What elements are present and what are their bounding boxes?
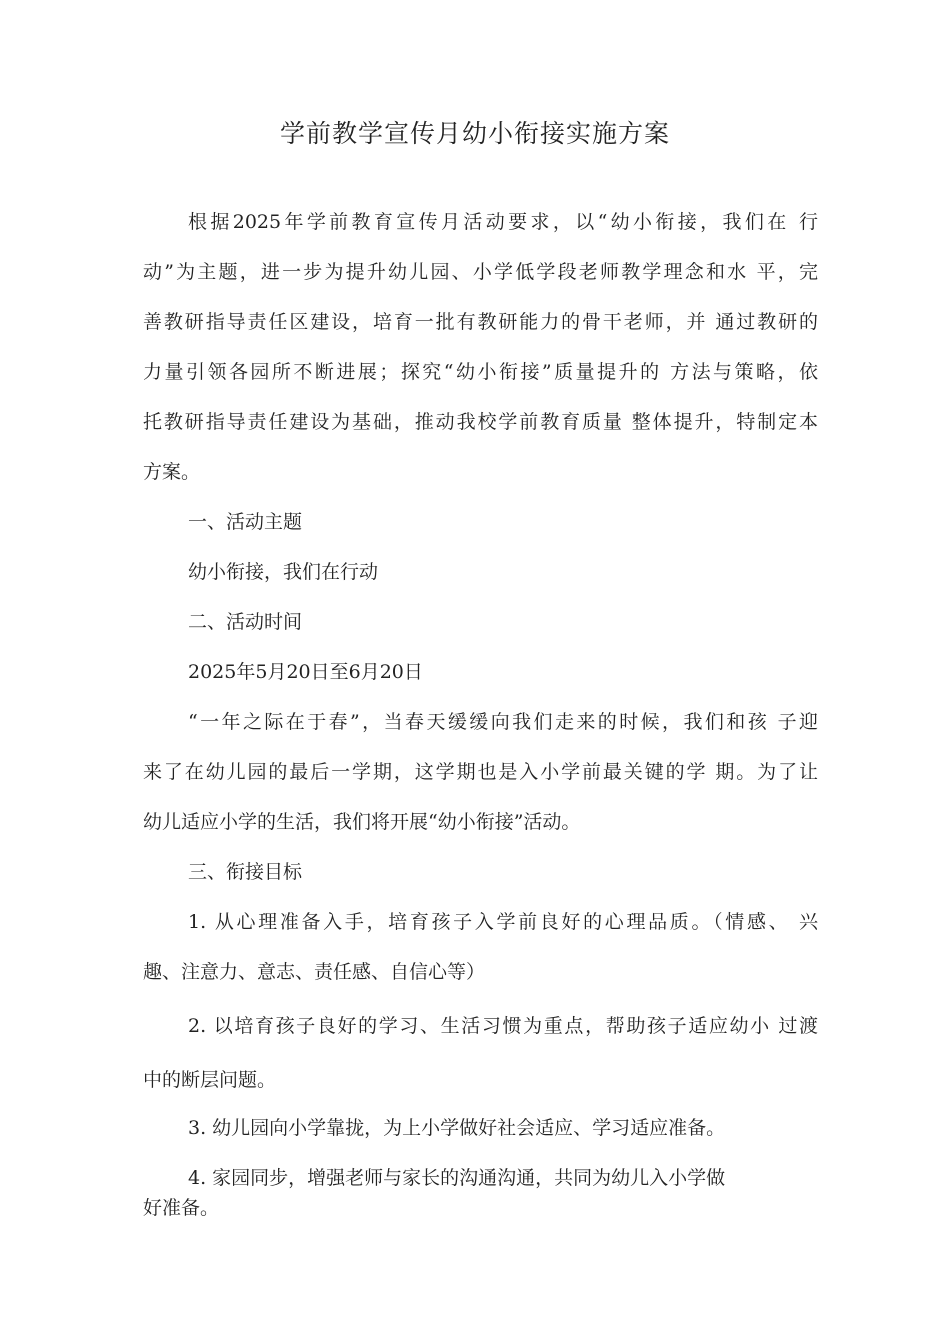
section-body-time: 2025年5月20日至6月20日 [188, 661, 423, 683]
goal-3: 3. 幼儿园向小学靠拢，为上小学做好社会适应、学习适应准备。 [188, 1117, 726, 1139]
document-title: 学前教学宣传月幼小衔接实施方案 [279, 119, 670, 148]
intro-line-3: 善教研指导责任区建设，培育一批有教研能力的骨干老师，并 通过教研的 [143, 311, 818, 333]
intro-line-5: 托教研指导责任建设为基础，推动我校学前教育质量 整体提升，特制定本 [143, 411, 818, 433]
goal-2-line-2: 中的断层问题。 [143, 1069, 277, 1091]
goal-2-line-1: 2. 以培育孩子良好的学习、生活习惯为重点，帮助孩子适应幼小 过渡 [188, 1015, 818, 1037]
section-heading-theme: 一、活动主题 [188, 511, 303, 533]
goal-1-line-1: 1. 从心理准备入手，培育孩子入学前良好的心理品质。（情感、 兴 [188, 911, 818, 933]
intro-line-1: 根据2025年学前教育宣传月活动要求，以“幼小衔接，我们在 行 [188, 211, 818, 233]
intro-line-6: 方案。 [143, 461, 201, 483]
intro-line-4: 力量引领各园所不断进展；探究“幼小衔接”质量提升的 方法与策略，依 [143, 361, 818, 383]
quote-line-3: 幼儿适应小学的生活，我们将开展“幼小衔接”活动。 [143, 811, 581, 833]
section-heading-time: 二、活动时间 [188, 611, 303, 633]
quote-line-1: “一年之际在于春”，当春天缓缓向我们走来的时候，我们和孩 子迎 [188, 711, 818, 733]
section-body-theme: 幼小衔接，我们在行动 [188, 561, 379, 583]
intro-line-2: 动”为主题，进一步为提升幼儿园、小学低学段老师教学理念和水 平，完 [143, 261, 818, 283]
quote-line-2: 来了在幼儿园的最后一学期，这学期也是入小学前最关键的学 期。为了让 [143, 761, 818, 783]
goal-4-line-1: 4. 家园同步，增强老师与家长的沟通沟通，共同为幼儿入小学做 [188, 1167, 726, 1189]
goal-1-line-2: 趣、注意力、意志、责任感、自信心等） [143, 961, 486, 983]
section-heading-goals: 三、衔接目标 [188, 861, 303, 883]
goal-4-line-2: 好准备。 [143, 1197, 220, 1219]
